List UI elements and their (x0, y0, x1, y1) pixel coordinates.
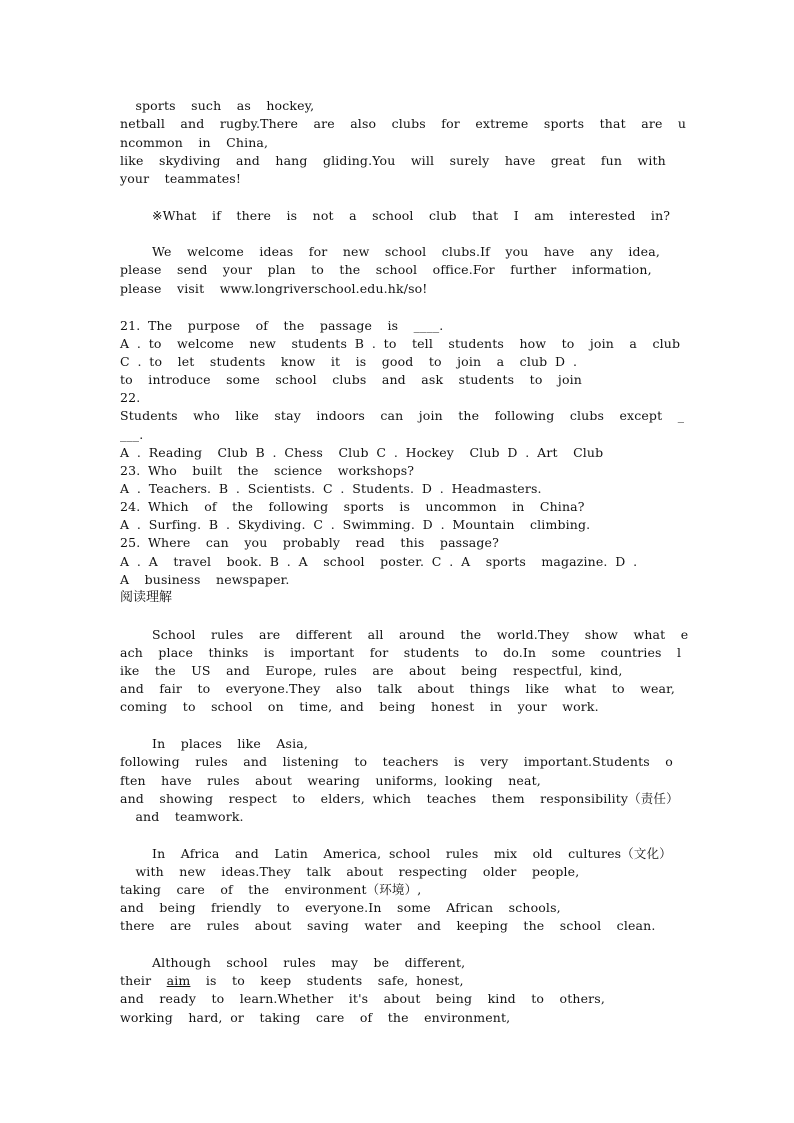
question-23: 23. Who built the science workshops? (120, 463, 415, 478)
question-25: 25. Where can you probably read this passage? (120, 535, 499, 550)
question-21-options: C . to let students know it is good to join a club D . (120, 354, 578, 369)
passage2-p1-line: and fair to everyone.They also talk about things like what to wear, (120, 681, 676, 696)
passage2-p2-line: ften have rules about wearing uniforms, looking neat, (120, 773, 541, 788)
question-24-options: A . Surfing. B . Skydiving. C . Swimming. D . Mountain climbing. (120, 517, 591, 532)
passage2-p4-line: working hard, or taking care of the environment, (120, 1010, 511, 1025)
question-22: ___. (120, 427, 144, 442)
passage2-p1-line: coming to school on time, and being honest in your work. (120, 699, 599, 714)
faq-line: We welcome ideas for new school clubs.If you have any idea, (152, 244, 660, 259)
passage1-line: your teammates! (120, 171, 242, 186)
passage2-p3-line: taking care of the environment（环境）, (120, 882, 422, 897)
passage2-p4-after-aim: is to keep students safe, honest, (190, 973, 464, 988)
passage2-p4-line (120, 973, 464, 989)
question-21: 21. The purpose of the passage is ____. (120, 318, 444, 333)
passage2-p4-line: and ready to learn.Whether it's about being kind to others, (120, 991, 605, 1006)
section-heading: 阅读理解 (120, 590, 173, 605)
passage2-p2-line: In places like Asia, (152, 736, 308, 751)
faq-line: please visit www.longriverschool.edu.hk/so! (120, 281, 428, 296)
faq-heading: ※What if there is not a school club that I am interested in? (152, 208, 671, 223)
passage2-p3-line: and being friendly to everyone.In some African schools, (120, 900, 561, 915)
passage2-p2-line: following rules and listening to teachers is very important.Students o (120, 754, 673, 769)
passage2-p3-line: with new ideas.They talk about respecting older people, (120, 864, 580, 879)
passage2-p3-line: In Africa and Latin America, school rules mix old cultures（文化） (152, 846, 672, 861)
question-22-number: 22. (120, 390, 141, 405)
passage2-p4-line: Although school rules may be different, (152, 955, 466, 970)
faq-line: please send your plan to the school office.For further information, (120, 262, 652, 277)
underlined-word-aim: aim (166, 973, 191, 988)
passage1-line: like skydiving and hang gliding.You will surely have great fun with (120, 153, 666, 168)
question-21-options: A . to welcome new students B . to tell students how to join a club (120, 336, 681, 351)
passage2-p1-line: ike the US and Europe, rules are about being respectful, kind, (120, 663, 623, 678)
passage2-p3-line: there are rules about saving water and keeping the school clean. (120, 918, 656, 933)
passage2-p1-line: School rules are different all around the world.They show what e (152, 627, 689, 642)
question-25-options: A . A travel book. B . A school poster. C . A sports magazine. D . (120, 554, 638, 569)
question-22-options: A . Reading Club B . Chess Club C . Hockey Club D . Art Club (120, 445, 604, 460)
passage1-line: ncommon in China, (120, 135, 269, 150)
passage2-p1-line: ach place thinks is important for students to do.In some countries l (120, 645, 682, 660)
passage2-p2-line: and showing respect to elders, which teaches them responsibility（责任） (120, 791, 679, 806)
question-25-options: A business newspaper. (120, 572, 290, 587)
passage1-line: netball and rugby.There are also clubs for extreme sports that are u (120, 116, 687, 131)
passage2-p4-before-aim: their (120, 973, 167, 988)
question-23-options: A . Teachers. B . Scientists. C . Students. D . Headmasters. (120, 481, 542, 496)
question-24: 24. Which of the following sports is uncommon in China? (120, 499, 585, 514)
passage1-line: sports such as hockey, (120, 98, 315, 113)
question-21-options: to introduce some school clubs and ask students to join (120, 372, 582, 387)
passage2-p2-line: and teamwork. (120, 809, 244, 824)
question-22: Students who like stay indoors can join the following clubs except _ (120, 408, 685, 423)
